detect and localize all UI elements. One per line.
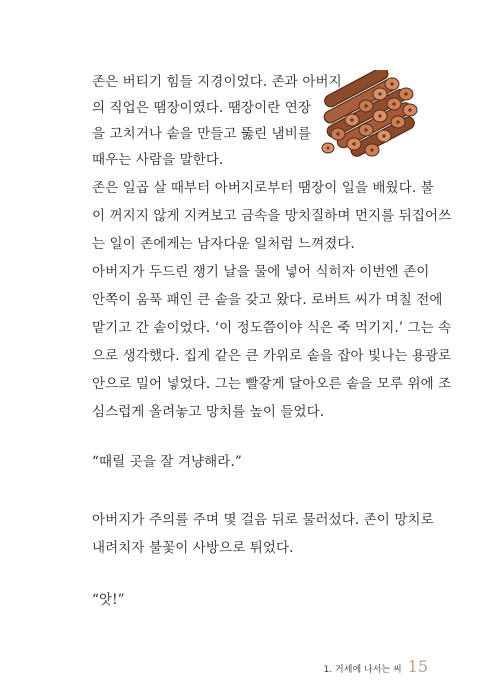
page-footer	[324, 657, 428, 676]
body-line: 이 꺼지지 않게 지켜보고 금속을 망치질하며 먼지를 뒤집어쓰	[92, 208, 452, 224]
body-line: 안쪽이 움푹 패인 큰 솥을 갖고 왔다. 로버트 씨가 며칠 전에	[92, 292, 443, 308]
body-line: 심스럽게 올려놓고 망치를 높이 들었다.	[92, 404, 325, 420]
body-line: 내려치자 불꽃이 사방으로 튀었다.	[92, 540, 294, 556]
body-line: 을 고치거나 솥을 만들고 뚫린 냄비를	[92, 126, 312, 142]
body-line: 때우는 사람을 말한다.	[92, 152, 224, 168]
firewood-pile-icon	[314, 70, 426, 160]
body-line: 존은 버티기 힘들 지경이었다. 존과 아버지	[92, 74, 342, 90]
chapter-title: 1. 거세에 나서는 씨	[323, 665, 402, 675]
body-line: 아버지가 두드린 쟁기 날을 물에 넣어 식히자 이번엔 존이	[92, 264, 430, 280]
body-line: 의 직업은 땜장이였다. 땜장이란 연장	[92, 100, 312, 116]
dialogue-line: “앗!”	[92, 592, 125, 608]
body-line: 맡기고 간 솥이었다. ‘이 정도쯤이야 식은 죽 먹기지.’ 그는 속	[92, 320, 452, 336]
body-line: 존은 일곱 살 때부터 아버지로부터 땜장이 일을 배웠다. 불	[92, 180, 434, 196]
page-number: 15	[407, 657, 428, 676]
body-line: 는 일이 존에게는 남자다운 일처럼 느껴졌다.	[92, 236, 355, 252]
dialogue-line: “때릴 곳을 잘 겨냥해라.”	[92, 454, 242, 470]
body-line: 으로 생각했다. 집게 같은 큰 가위로 솥을 잡아 빛나는 용광로	[92, 348, 452, 364]
body-line: 안으로 밀어 넣었다. 그는 빨갛게 달아오른 솥을 모루 위에 조	[92, 376, 452, 392]
body-line: 아버지가 주의를 주며 몇 걸음 뒤로 물러섰다. 존이 망치로	[92, 512, 434, 528]
